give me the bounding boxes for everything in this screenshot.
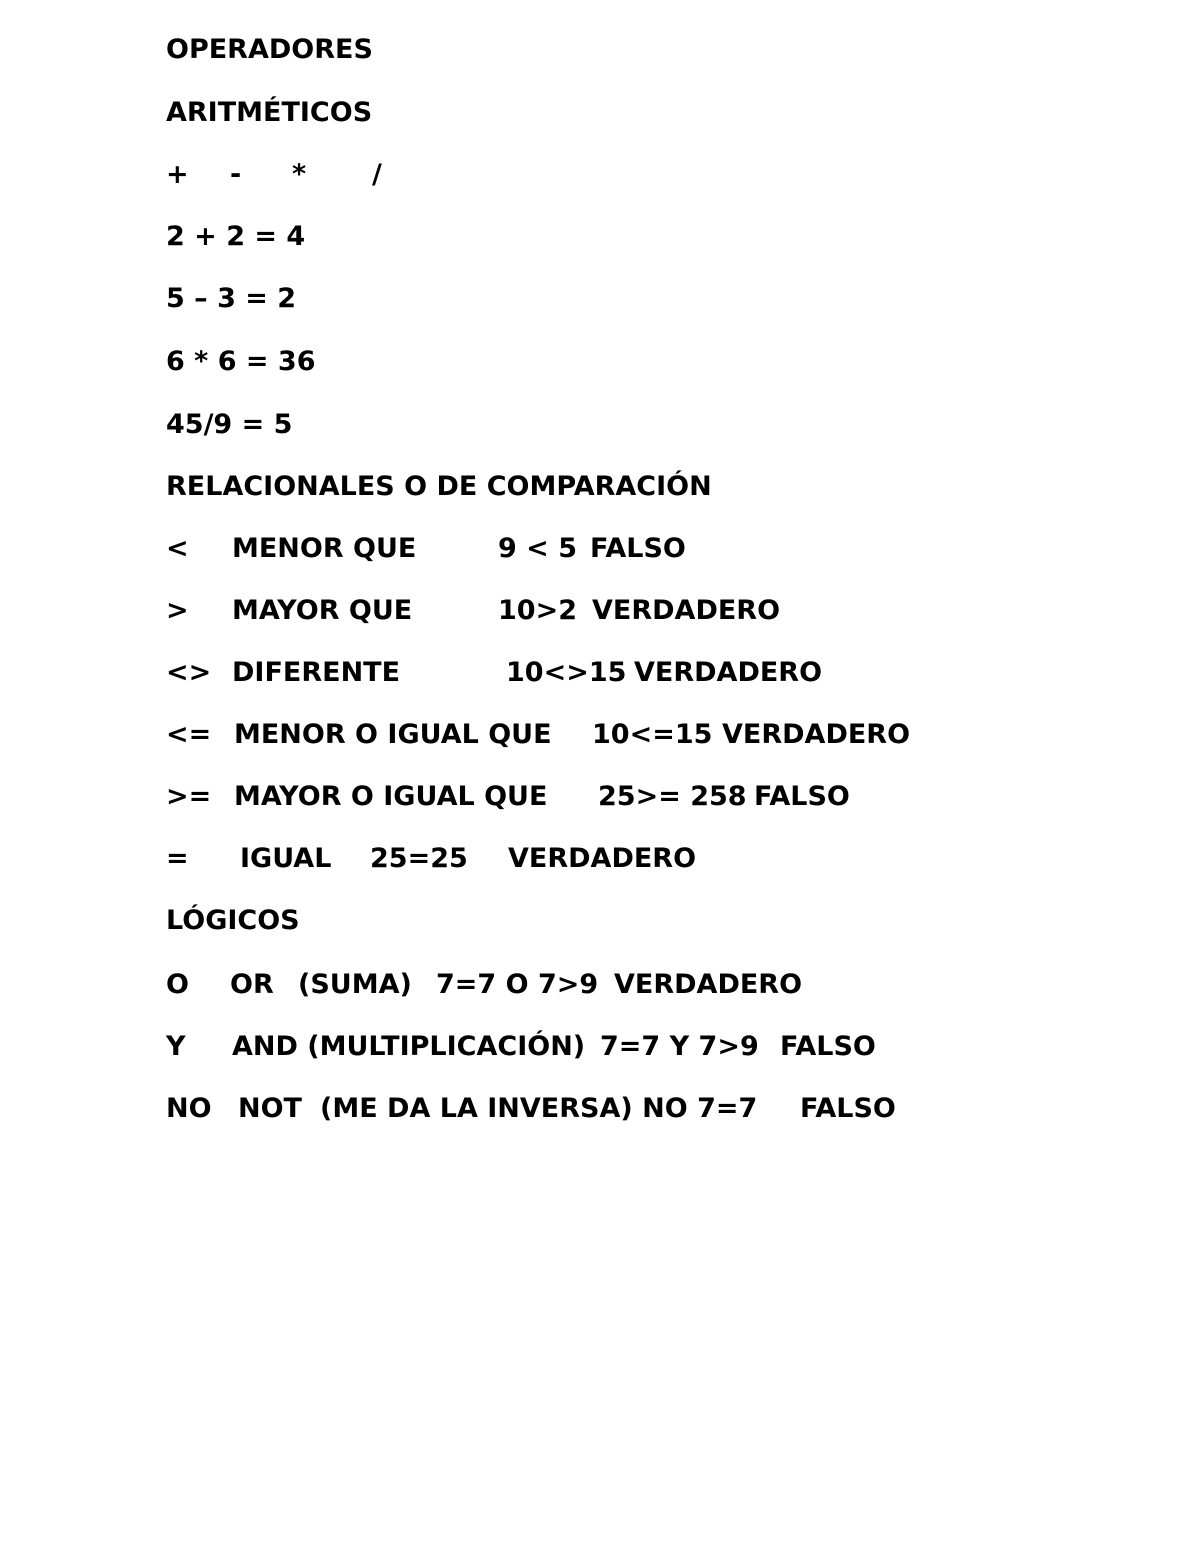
rel-row-mayor-igual [166, 777, 966, 817]
log-symbol: Y [166, 1031, 186, 1062]
log-result: VERDADERO [614, 969, 803, 1000]
rel-symbol: > [166, 595, 189, 626]
rel-row-igual [166, 839, 806, 879]
heading-aritmeticos: ARITMÉTICOS [166, 97, 373, 128]
rel-example: 25>= 258 [598, 781, 747, 812]
rel-example: 9 < 5 [498, 533, 577, 564]
rel-name: IGUAL [240, 843, 332, 874]
log-example: 7=7 O 7>9 [436, 969, 599, 1000]
log-result: FALSO [800, 1093, 896, 1124]
log-row-not [166, 1089, 986, 1129]
heading-relacionales: RELACIONALES O DE COMPARACIÓN [166, 471, 712, 502]
rel-symbol: <> [166, 657, 212, 688]
heading-operadores: OPERADORES [166, 34, 373, 65]
rel-row-mayor [166, 591, 886, 631]
rel-symbol: < [166, 533, 189, 564]
log-note: (SUMA) [298, 969, 412, 1000]
log-symbol: NO [166, 1093, 212, 1124]
rel-symbol: = [166, 843, 189, 874]
log-name: OR [230, 969, 274, 1000]
rel-name: MAYOR QUE [232, 595, 413, 626]
rel-result: VERDADERO [592, 595, 781, 626]
arith-example-sum: 2 + 2 = 4 [166, 221, 306, 252]
arith-example-multiply: 6 * 6 = 36 [166, 346, 316, 377]
log-symbol: O [166, 969, 189, 1000]
rel-row-diferente [166, 653, 926, 693]
rel-symbol: >= [166, 781, 212, 812]
log-result: FALSO [780, 1031, 876, 1062]
log-row-or [166, 965, 886, 1005]
log-name: AND (MULTIPLICACIÓN) [232, 1031, 586, 1062]
rel-result: FALSO [754, 781, 850, 812]
symbol-divide: / [372, 159, 382, 190]
rel-example: 10<=15 [592, 719, 713, 750]
symbol-multiply: * [292, 159, 307, 190]
arith-example-subtract: 5 – 3 = 2 [166, 283, 297, 314]
log-name: NOT [238, 1093, 302, 1124]
symbol-plus: + [166, 159, 189, 190]
symbol-minus: - [230, 159, 242, 190]
arith-symbols-row [166, 155, 426, 195]
rel-name: MENOR QUE [232, 533, 417, 564]
rel-result: VERDADERO [722, 719, 911, 750]
rel-name: MENOR O IGUAL QUE [234, 719, 552, 750]
log-row-and [166, 1027, 966, 1067]
rel-example: 10>2 [498, 595, 577, 626]
rel-name: MAYOR O IGUAL QUE [234, 781, 548, 812]
rel-example: 25=25 [370, 843, 468, 874]
rel-row-menor-igual [166, 715, 1036, 755]
rel-example: 10<>15 [506, 657, 627, 688]
rel-result: VERDADERO [508, 843, 697, 874]
rel-name: DIFERENTE [232, 657, 401, 688]
rel-row-menor [166, 529, 786, 569]
rel-symbol: <= [166, 719, 212, 750]
heading-logicos: LÓGICOS [166, 905, 300, 936]
rel-result: FALSO [590, 533, 686, 564]
arith-example-divide: 45/9 = 5 [166, 409, 293, 440]
log-note: (ME DA LA INVERSA) NO 7=7 [320, 1093, 758, 1124]
log-example: 7=7 Y 7>9 [600, 1031, 759, 1062]
rel-result: VERDADERO [634, 657, 823, 688]
